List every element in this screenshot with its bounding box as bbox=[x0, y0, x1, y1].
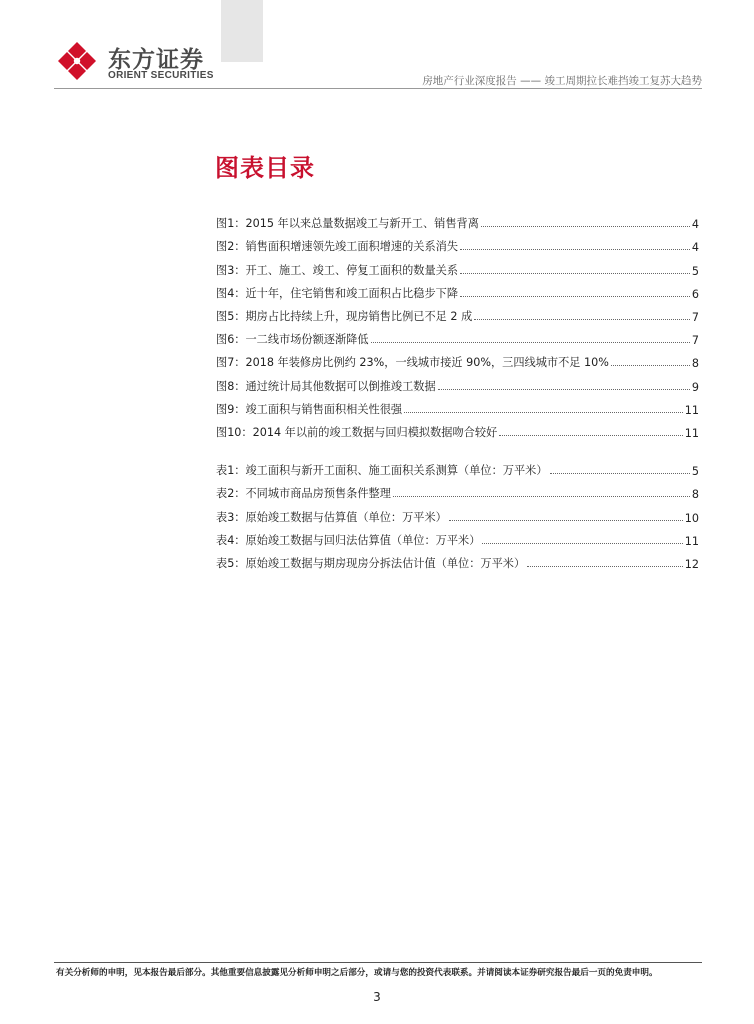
toc-entry-label: 表1：竣工面积与新开工面积、施工面积关系测算（单位：万平米） bbox=[216, 464, 548, 478]
toc-entry[interactable] bbox=[216, 254, 699, 277]
toc-entry[interactable] bbox=[216, 370, 699, 393]
report-title: 竣工周期拉长难挡竣工复苏大趋势 bbox=[544, 75, 702, 87]
toc-entry[interactable] bbox=[216, 208, 699, 231]
toc-entry-page: 7 bbox=[691, 334, 699, 348]
report-type: 房地产行业深度报告 bbox=[422, 75, 517, 87]
toc-entry[interactable] bbox=[216, 231, 699, 254]
toc-leader-dots bbox=[449, 520, 683, 521]
toc-entry[interactable] bbox=[216, 417, 699, 440]
toc-leader-dots bbox=[393, 496, 690, 497]
toc-entry-page: 6 bbox=[691, 287, 699, 301]
toc-entry-page: 9 bbox=[691, 380, 699, 394]
toc-entry-label: 图3：开工、施工、竣工、停复工面积的数量关系 bbox=[216, 263, 459, 277]
toc-leader-dots bbox=[550, 473, 690, 474]
toc-leader-dots bbox=[460, 249, 690, 250]
toc-entry[interactable] bbox=[216, 394, 699, 417]
toc-leader-dots bbox=[481, 226, 690, 227]
toc-entry-label: 表3：原始竣工数据与估算值（单位：万平米） bbox=[216, 510, 447, 524]
header-divider bbox=[54, 88, 702, 89]
toc-leader-dots bbox=[474, 319, 690, 320]
toc-entry-page: 5 bbox=[691, 264, 699, 278]
toc-entry-label: 图4：近十年，住宅销售和竣工面积占比稳步下降 bbox=[216, 286, 459, 300]
footer-disclaimer: 有关分析师的申明，见本报告最后部分。其他重要信息披露见分析师申明之后部分，或请与您的投资代表联系。并请阅读本证券研究报告最后一页的免责申明。 bbox=[56, 968, 658, 978]
toc-leader-dots bbox=[460, 296, 690, 297]
toc-leader-dots bbox=[438, 389, 690, 390]
toc-leader-dots bbox=[527, 566, 683, 567]
toc-leader-dots bbox=[482, 543, 682, 544]
brand-logo bbox=[56, 40, 216, 82]
toc-leader-dots bbox=[371, 342, 690, 343]
toc-entry-page: 11 bbox=[684, 403, 699, 417]
brand-name-en: ORIENT SECURITIES bbox=[108, 70, 214, 81]
orient-securities-logo-icon bbox=[56, 40, 98, 82]
toc-entry-label: 图2：销售面积增速领先竣工面积增速的关系消失 bbox=[216, 240, 459, 254]
toc-entry-page: 8 bbox=[691, 357, 699, 371]
page-number: 3 bbox=[373, 990, 381, 1004]
toc-entry-page: 10 bbox=[684, 511, 699, 525]
toc-entry[interactable] bbox=[216, 324, 699, 347]
toc-entry-page: 11 bbox=[684, 534, 699, 548]
toc-entry-page: 4 bbox=[691, 241, 699, 255]
toc-entry[interactable] bbox=[216, 455, 699, 478]
header-accent-bar bbox=[221, 0, 263, 62]
toc-entry[interactable] bbox=[216, 347, 699, 370]
toc-leader-dots bbox=[611, 365, 690, 366]
toc-entry-page: 8 bbox=[691, 488, 699, 502]
toc-entry-page: 12 bbox=[684, 557, 699, 571]
toc-leader-dots bbox=[499, 435, 683, 436]
toc-entry-label: 图1：2015 年以来总量数据竣工与新开工、销售背离 bbox=[216, 217, 479, 231]
toc-entry-label: 表5：原始竣工数据与期房现房分拆法估计值（单位：万平米） bbox=[216, 556, 526, 570]
figure-list bbox=[216, 208, 699, 440]
report-header bbox=[422, 73, 702, 88]
header-separator: —— bbox=[520, 75, 542, 87]
toc-entry[interactable] bbox=[216, 301, 699, 324]
toc-entry-label: 图6：一二线市场份额逐渐降低 bbox=[216, 333, 369, 347]
toc-entry-label: 表4：原始竣工数据与回归法估算值（单位：万平米） bbox=[216, 533, 481, 547]
toc-entry[interactable] bbox=[216, 548, 699, 571]
table-list bbox=[216, 455, 699, 571]
toc-entry-page: 5 bbox=[691, 465, 699, 479]
toc-entry-label: 图8：通过统计局其他数据可以倒推竣工数据 bbox=[216, 379, 436, 393]
toc-entry-label: 图5：期房占比持续上升，现房销售比例已不足 2 成 bbox=[216, 309, 473, 323]
toc-title: 图表目录 bbox=[215, 154, 315, 182]
toc-entry-page: 4 bbox=[691, 218, 699, 232]
toc-entry[interactable] bbox=[216, 278, 699, 301]
toc-entry[interactable] bbox=[216, 525, 699, 548]
toc-entry-label: 图9：竣工面积与销售面积相关性很强 bbox=[216, 402, 403, 416]
toc-entry-label: 图10：2014 年以前的竣工数据与回归模拟数据吻合较好 bbox=[216, 425, 498, 439]
toc-leader-dots bbox=[404, 412, 683, 413]
toc-entry[interactable] bbox=[216, 478, 699, 501]
toc-entry-page: 7 bbox=[691, 310, 699, 324]
brand-name-cn: 东方证券 bbox=[108, 47, 204, 73]
toc-entry-label: 表2：不同城市商品房预售条件整理 bbox=[216, 487, 391, 501]
footer-divider bbox=[54, 962, 702, 963]
toc-leader-dots bbox=[460, 273, 690, 274]
toc-entry-label: 图7：2018 年装修房比例约 23%，一线城市接近 90%，三四线城市不足 10% bbox=[216, 356, 609, 370]
toc-entry[interactable] bbox=[216, 501, 699, 524]
toc-entry-page: 11 bbox=[684, 426, 699, 440]
